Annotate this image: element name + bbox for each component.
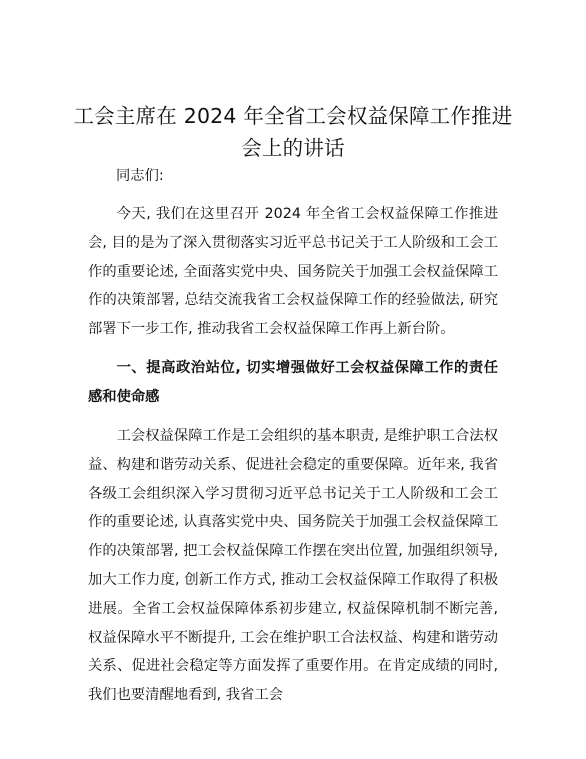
paragraph-section-one: 工会权益保障工作是工会组织的基本职责, 是维护职工合法权益、构建和谐劳动关系、促进社会稳定的重要保障。近年来, 我省各级工会组织深入学习贯彻习近平总书记关于工人阶级和工会工作的重要论述, 认真落实党中央、国务院关于加强工会权益保障工作的决策部署, 把工会权益保障工作摆在突出位置, 加强组织领导, 加大工作力度, 创新工作方式, 推动工会权益保障工作取得了积极进展。全省工会权益保障体系初步建立, 权益保障机制不断完善, 权益保障水平不断提升, 工会在维护职工合法权益、构建和谐劳动关系、促进社会稳定等方面发挥了重要作用。在肯定成绩的同时, 我们也要清醒地看到, 我省工会 [88,427,498,704]
document-title: 工会主席在 2024 年全省工会权益保障工作推进会上的讲话 [73,104,513,160]
salutation: 同志们: [116,168,164,184]
document-body [88,200,498,720]
paragraph-intro: 今天, 我们在这里召开 2024 年全省工会权益保障工作推进会, 目的是为了深入贯彻落实习近平总书记关于工人阶级和工会工作的重要论述, 全面落实党中央、国务院关于加强工会权益保障工作的决策部署, 总结交流我省工会权益保障工作的经验做法, 研究部署下一步工作, 推动我省工会权益保障工作再上新台阶。 [88,206,498,338]
section-heading: 一、提高政治站位, 切实增强做好工会权益保障工作的责任感和使命感 [88,360,498,405]
